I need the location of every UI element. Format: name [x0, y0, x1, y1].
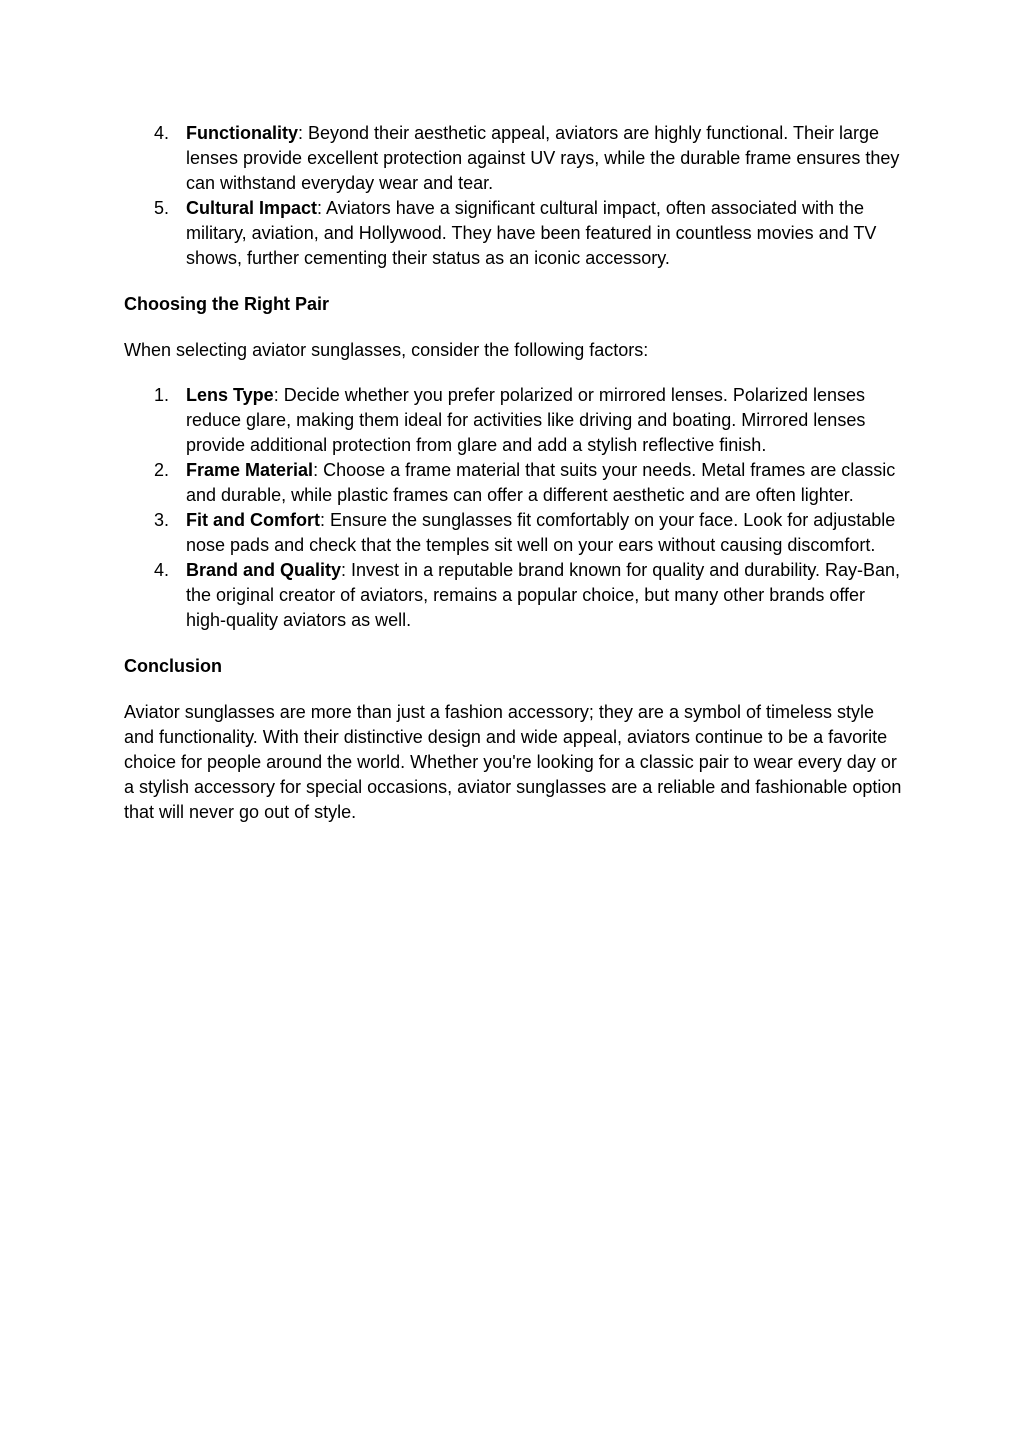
list-item-number: 1. — [154, 385, 170, 405]
list-item-term: Fit and Comfort — [186, 510, 320, 530]
list-item-number: 4. — [154, 560, 170, 580]
conclusion-paragraph: Aviator sunglasses are more than just a fashion accessory; they are a symbol of timeless style and functionality. With their distinctive design and wide appeal, aviators continue to be a favorite choice for people around the world. Whether you're looking for a classic pair to wear every day or a stylish accessory for special occasions, aviator sunglasses are a reliable and fashionable option that will never go out of style. — [124, 702, 902, 822]
list-item-term: Frame Material — [186, 460, 314, 480]
list-item-term: Lens Type — [186, 385, 274, 405]
list-item-term: Cultural Impact — [186, 198, 318, 218]
list-item-fit-and-comfort — [124, 508, 904, 558]
list-item-term: Functionality — [186, 123, 298, 143]
list-item-functionality — [124, 121, 904, 196]
list-item-text: : Decide whether you prefer polarized or mirrored lenses. Polarized lenses reduce glare, making them ideal for activities like driving and boating. Mirrored lenses provide additional protection from glare and add a stylish reflective finish. — [186, 385, 866, 455]
list-item-lens-type — [124, 383, 904, 458]
list-item-text: : Aviators have a significant cultural impact, often associated with the military, aviation, and Hollywood. They have been featured in countless movies and TV shows, further cementing their status as an iconic accessory. — [186, 198, 877, 268]
list-item-number: 2. — [154, 460, 170, 480]
list-item-text: : Choose a frame material that suits your needs. Metal frames are classic and durable, while plastic frames can offer a different aesthetic and are often lighter. — [186, 460, 896, 505]
factors-list — [124, 383, 904, 633]
document-page — [124, 121, 904, 825]
list-item-text: : Invest in a reputable brand known for quality and durability. Ray-Ban, the original creator of aviators, remains a popular choice, but many other brands offer high-quality aviators as well. — [186, 560, 901, 630]
list-item-term: Brand and Quality — [186, 560, 342, 580]
list-item-cultural-impact — [124, 196, 904, 271]
list-item-brand-and-quality — [124, 558, 904, 633]
list-item-text: : Beyond their aesthetic appeal, aviators are highly functional. Their large lenses provide excellent protection against UV rays, while the durable frame ensures they can withstand everyday wear and tear. — [186, 123, 900, 193]
choosing-intro-paragraph: When selecting aviator sunglasses, consider the following factors: — [124, 340, 649, 360]
list-item-number: 4. — [154, 123, 170, 143]
list-item-text: : Ensure the sunglasses fit comfortably on your face. Look for adjustable nose pads and check that the temples sit well on your ears without causing discomfort. — [186, 510, 896, 555]
features-list — [124, 121, 904, 271]
section-heading-conclusion: Conclusion — [124, 656, 222, 676]
list-item-number: 5. — [154, 198, 170, 218]
list-item-frame-material — [124, 458, 904, 508]
list-item-number: 3. — [154, 510, 170, 530]
section-heading-choosing: Choosing the Right Pair — [124, 294, 329, 314]
